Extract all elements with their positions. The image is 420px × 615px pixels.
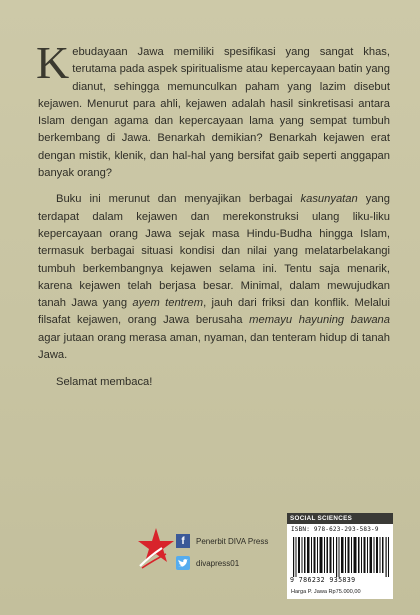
paragraph-2-italic-ayem-tentrem: ayem tentrem <box>132 297 204 310</box>
blurb-paragraph-2 <box>38 191 390 364</box>
twitter-icon <box>176 556 190 570</box>
publisher-logo-icon <box>132 526 176 572</box>
facebook-icon: f <box>176 534 190 548</box>
drop-cap: K <box>36 37 70 88</box>
twitter-row[interactable] <box>176 552 268 574</box>
twitter-label: divapress01 <box>196 558 240 568</box>
paragraph-2-text-d: agar jutaan orang merasa aman, nyaman, dan tenteram hidup di tanah Jawa. <box>38 331 390 362</box>
category-label: SOCIAL SCIENCES <box>287 513 393 524</box>
price-text: Harga P. Jawa Rp75.000,00 <box>291 589 361 595</box>
paragraph-2-text-a: Buku ini merunut dan menyajikan berbagai <box>56 193 301 206</box>
paragraph-2-text-b: yang terdapat dalam kejawen dan merekonstruksi ulang liku-liku kepercayaan orang Jawa sejak masa Hindu-Budha hingga Islam, termasuk berbagai situasi kondisi dan nilai yang melatarbelakangi tumbuh berkembangnya kejawen selama ini. Tentu saja menarik, karena kejawen telah berjasa besar. Minimal, dalam mewujudkan tanah Jawa yang <box>38 193 390 310</box>
barcode-icon <box>293 537 389 577</box>
paragraph-2-italic-kasunyatan: kasunyatan <box>300 193 358 206</box>
publisher-socials <box>176 530 268 574</box>
facebook-label: Penerbit DIVA Press <box>196 536 269 546</box>
paragraph-1-text: ebudayaan Jawa memiliki spesifikasi yang sangat khas, terutama pada aspek spiritualisme atau kepercayaan batin yang dianut, sehingga memunculkan paham yang lazim disebut kejawen. Menurut para ahli, kejawen adalah hasil sinkretisasi antara Islam dengan agama dan kepercayaan lama yang sempat tumbuh berkembang di Jawa. Benarkah demikian? Benarkah kejawen erat dengan mistik, klenik, dan hal-hal yang bersifat gaib seperti anggapan banyak orang? <box>38 46 390 180</box>
paragraph-2-text-c: , jauh dari friksi dan konflik. Melalui filsafat kejawen, orang Jawa berusaha <box>38 297 390 327</box>
barcode-digits: 9 786232 935839 <box>290 576 356 584</box>
blurb-paragraph-1 <box>36 37 390 182</box>
closing-line: Selamat membaca! <box>56 376 153 389</box>
facebook-row[interactable] <box>176 530 268 552</box>
isbn-text: ISBN: 978-623-293-583-9 <box>291 526 379 533</box>
barcode-panel <box>287 513 393 599</box>
blurb-text <box>36 37 390 392</box>
paragraph-2-italic-memayu: memayu hayuning bawana <box>249 314 390 327</box>
